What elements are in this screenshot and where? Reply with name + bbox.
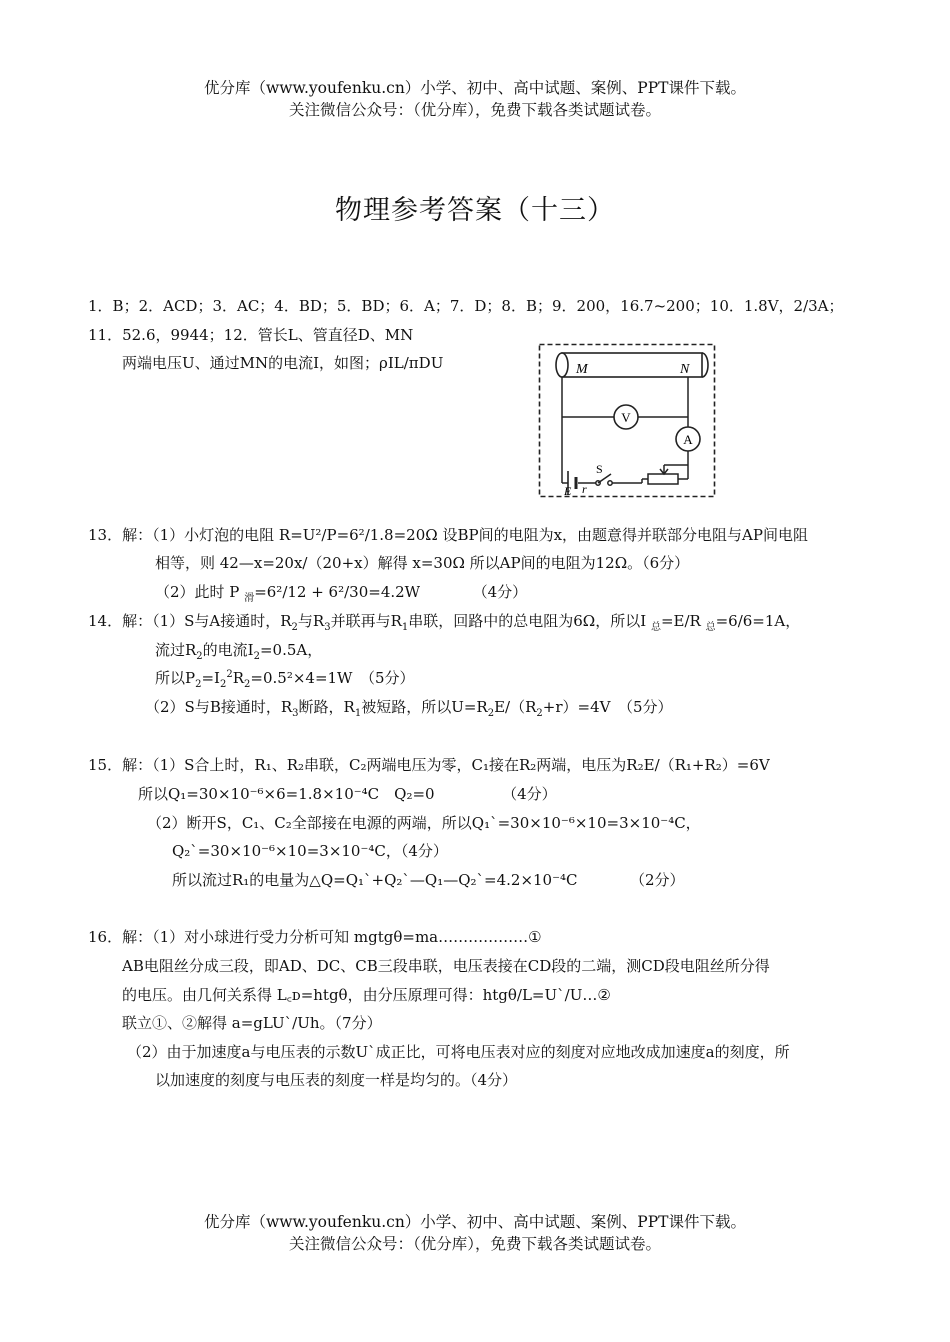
q15-line-1: 15．解：（1）S合上时，R₁、R₂串联，C₂两端电压为零，C₁接在R₂两端，电压为R₂E/（R₁+R₂）=6V: [88, 756, 770, 774]
q15-line-3: （2）断开S，C₁、C₂全部接在电源的两端，所以Q₁`=30×10⁻⁶×10=3×10⁻⁴C，: [147, 814, 701, 832]
label-m: M: [576, 362, 588, 377]
label-e: E: [564, 484, 572, 498]
q15-line-4: Q₂`=30×10⁻⁶×10=3×10⁻⁴C，（4分）: [172, 842, 448, 860]
rheostat-icon: [648, 465, 678, 484]
q14-line-2: 流过$R_2$的电流$I_2=0.5A$，: [155, 641, 323, 662]
circuit-diagram: [538, 343, 716, 498]
q13-line-2: 相等，则 42—x=20x/（20+x）解得 x=30Ω 所以AP间的电阻为12Ω。（6分）: [155, 554, 690, 572]
q16-line-2: AB电阻丝分成三段，即AD、DC、CB三段串联，电压表接在CD段的二端，测CD段电阻丝所分得: [122, 957, 770, 975]
q16-line-5: （2）由于加速度a与电压表的示数U`成正比，可将电压表对应的刻度对应地改成加速度a的刻度，所: [127, 1043, 790, 1061]
q16-line-3: 的电压。由几何关系得 L꜀ᴅ=htgθ，由分压原理可得：htgθ/L=U`/U…②: [122, 986, 611, 1004]
label-s: S: [596, 462, 603, 476]
q15-line-5: 所以流过R₁的电量为△Q=Q₁`+Q₂`—Q₁—Q₂`=4.2×10⁻⁴C （2分）: [172, 871, 685, 889]
q14-line-1: 14．解：（1）S与A接通时，$R_2$与$R_3$并联再与$R_1$串联，回路中的总电阻为6Ω，所以I $_总$=E/R $_总$=6/6=1A，: [88, 612, 801, 633]
q16-line-4: 联立①、②解得 a=gLU`/Uh。（7分）: [122, 1014, 382, 1032]
q16-line-6: 以加速度的刻度与电压表的刻度一样是均匀的。（4分）: [155, 1071, 518, 1089]
q13-line-1: 13．解：（1）小灯泡的电阻 R=U²/P=6²/1.8=20Ω 设BP间的电阻为x，由题意得并联部分电阻与AP间电阻: [88, 526, 808, 544]
q14-line-3: 所以$P_2=I_2^2R_2=0.5^2\times 4=1W$ （5分）: [155, 669, 415, 690]
answers-line-3: 两端电压U、通过MN的电流I，如图；ρIL/πDU: [122, 354, 444, 372]
answers-line-2: 11．52.6，9944；12．管长L、管直径D、MN: [88, 326, 414, 344]
page-title: 物理参考答案（十三）: [335, 195, 615, 226]
footer-line-1: 优分库（www.youfenku.cn）小学、初中、高中试题、案例、PPT课件下载。: [203, 1213, 747, 1231]
q15-line-2: 所以Q₁=30×10⁻⁶×6=1.8×10⁻⁴C Q₂=0 （4分）: [138, 785, 557, 803]
label-r: r: [582, 482, 587, 496]
voltmeter-icon: [614, 405, 638, 429]
q13-line-3: （2）此时 P $_滑$=6²/12 + 6²/30=4.2W （4分）: [155, 583, 528, 604]
svg-text:A: A: [683, 432, 693, 447]
header-line-1: 优分库（www.youfenku.cn）小学、初中、高中试题、案例、PPT课件下载。: [203, 79, 747, 97]
q14-line-4: （2）S与B接通时，$R_3$断路，$R_1$被短路，所以$U=R_2E/(R_2+r)=4V$ （5分）: [145, 698, 673, 719]
label-n: N: [680, 362, 690, 377]
q16-line-1: 16．解：（1）对小球进行受力分析可知 mgtgθ=ma………………①: [88, 928, 542, 946]
header-line-2: 关注微信公众号：（优分库），免费下载各类试题试卷。: [288, 101, 661, 119]
header: [0, 77, 950, 121]
footer-line-2: 关注微信公众号：（优分库），免费下载各类试题试卷。: [288, 1235, 661, 1253]
circuit-wires: [562, 377, 688, 483]
svg-text:V: V: [621, 410, 631, 425]
ammeter-icon: [676, 427, 700, 451]
footer: [0, 1211, 950, 1255]
answers-line-1: 1．B；2．ACD；3．AC；4．BD；5．BD；6．A；7．D；8．B；9．200，16.7~200；10．1.8V，2/3A；: [88, 297, 844, 315]
